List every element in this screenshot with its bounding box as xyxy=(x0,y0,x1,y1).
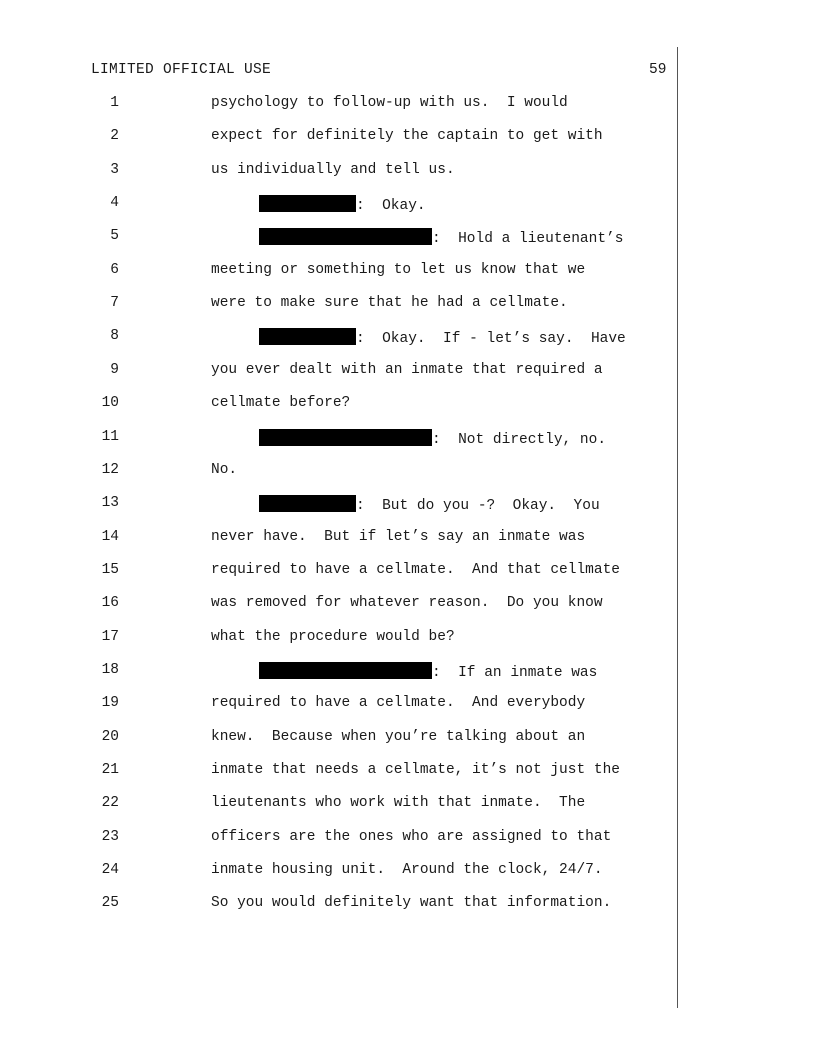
line-text-content: inmate that needs a cellmate, it’s not just the xyxy=(211,762,620,778)
line-text xyxy=(211,829,611,845)
line-number: 12 xyxy=(101,461,119,478)
line-text-content: never have. But if let’s say an inmate was xyxy=(211,528,586,545)
line-text xyxy=(211,128,603,144)
transcript-line xyxy=(0,128,816,148)
transcript-line xyxy=(0,195,816,215)
line-text-content: officers are the ones who are assigned to that xyxy=(211,828,612,845)
line-text xyxy=(211,562,620,578)
line-text-content: No. xyxy=(211,461,238,478)
line-number: 19 xyxy=(101,695,119,712)
line-text-content: inmate housing unit. Around the clock, 24/7. xyxy=(211,862,603,879)
line-number: 4 xyxy=(110,195,119,212)
transcript-line xyxy=(0,762,816,782)
transcript-line xyxy=(0,495,816,515)
line-text xyxy=(211,762,620,778)
line-number: 5 xyxy=(110,228,119,245)
line-text xyxy=(211,95,568,111)
line-text-content: psychology to follow-up with us. I would xyxy=(211,95,568,111)
line-text xyxy=(211,529,585,545)
transcript-line xyxy=(0,629,816,649)
line-text xyxy=(211,895,611,911)
line-text-content: : Okay. xyxy=(356,198,426,215)
speaker-line-text xyxy=(259,195,426,214)
line-number: 23 xyxy=(101,828,119,845)
line-text-content: : If an inmate was xyxy=(432,664,598,681)
transcript-line xyxy=(0,795,816,815)
transcript-line xyxy=(0,395,816,415)
line-text xyxy=(211,295,568,311)
line-number: 9 xyxy=(110,361,119,378)
line-number: 24 xyxy=(101,862,119,879)
redacted-speaker-name xyxy=(259,429,432,446)
line-text-content: cellmate before? xyxy=(211,395,351,412)
line-text xyxy=(211,395,350,411)
transcript-line xyxy=(0,529,816,549)
line-number: 18 xyxy=(101,661,119,678)
line-number: 11 xyxy=(101,428,119,445)
classification-header: LIMITED OFFICIAL USE xyxy=(91,62,272,78)
line-text xyxy=(211,162,455,178)
transcript-line xyxy=(0,328,816,348)
transcript-line xyxy=(0,729,816,749)
redacted-speaker-name xyxy=(259,195,356,212)
transcript-line xyxy=(0,429,816,449)
line-text-content: what the procedure would be? xyxy=(211,628,455,645)
line-text-content: : But do you -? Okay. You xyxy=(356,498,600,515)
transcript-line xyxy=(0,462,816,482)
line-text xyxy=(211,862,603,878)
page-number: 59 xyxy=(649,62,667,78)
line-number: 6 xyxy=(110,261,119,278)
transcript-line xyxy=(0,595,816,615)
redacted-speaker-name xyxy=(259,228,432,245)
line-number: 20 xyxy=(101,728,119,745)
transcript-line xyxy=(0,562,816,582)
line-text-content: required to have a cellmate. And everybody xyxy=(211,695,586,712)
redacted-speaker-name xyxy=(259,495,356,512)
line-number: 8 xyxy=(110,328,119,345)
line-text xyxy=(211,629,455,645)
line-number: 2 xyxy=(110,128,119,145)
line-text xyxy=(211,795,585,811)
line-text-content: required to have a cellmate. And that cellmate xyxy=(211,561,620,578)
line-number: 22 xyxy=(101,795,119,812)
line-number: 14 xyxy=(101,528,119,545)
transcript-line xyxy=(0,162,816,182)
line-text-content: lieutenants who work with that inmate. The xyxy=(211,795,586,812)
line-number: 25 xyxy=(101,895,119,912)
speaker-line-text xyxy=(259,328,626,347)
line-text xyxy=(211,362,603,378)
line-number: 3 xyxy=(110,161,119,178)
line-text xyxy=(211,729,585,745)
line-number: 21 xyxy=(101,762,119,778)
transcript-line xyxy=(0,862,816,882)
line-text-content: : Not directly, no. xyxy=(432,431,607,448)
transcript-line xyxy=(0,829,816,849)
line-text-content: us individually and tell us. xyxy=(211,161,455,178)
line-number: 1 xyxy=(110,95,119,111)
line-text-content: you ever dealt with an inmate that required a xyxy=(211,361,603,378)
transcript-line xyxy=(0,262,816,282)
transcript-line xyxy=(0,95,816,115)
transcript-line xyxy=(0,895,816,915)
redacted-speaker-name xyxy=(259,662,432,679)
transcript-line xyxy=(0,228,816,248)
speaker-line-text xyxy=(259,228,623,247)
line-text-content: So you would definitely want that information. xyxy=(211,895,612,912)
line-text-content: : Hold a lieutenant’s xyxy=(432,231,624,248)
line-number: 15 xyxy=(101,561,119,578)
speaker-line-text xyxy=(259,662,597,681)
redacted-speaker-name xyxy=(259,328,356,345)
line-text-content: : Okay. If - let’s say. Have xyxy=(356,331,626,348)
speaker-line-text xyxy=(259,429,606,448)
line-text-content: expect for definitely the captain to get with xyxy=(211,128,603,145)
line-number: 7 xyxy=(110,295,119,312)
line-text-content: was removed for whatever reason. Do you know xyxy=(211,595,603,612)
transcript-line xyxy=(0,662,816,682)
line-text-content: meeting or something to let us know that we xyxy=(211,261,586,278)
line-text-content: were to make sure that he had a cellmate. xyxy=(211,295,568,312)
transcript-line xyxy=(0,695,816,715)
line-text xyxy=(211,462,237,478)
line-text xyxy=(211,695,585,711)
line-number: 16 xyxy=(101,595,119,612)
line-number: 17 xyxy=(101,628,119,645)
transcript-line xyxy=(0,362,816,382)
speaker-line-text xyxy=(259,495,600,514)
transcript-line xyxy=(0,295,816,315)
line-number: 13 xyxy=(101,495,119,512)
line-text xyxy=(211,595,603,611)
line-text-content: knew. Because when you’re talking about an xyxy=(211,728,586,745)
line-number: 10 xyxy=(101,395,119,412)
line-text xyxy=(211,262,585,278)
